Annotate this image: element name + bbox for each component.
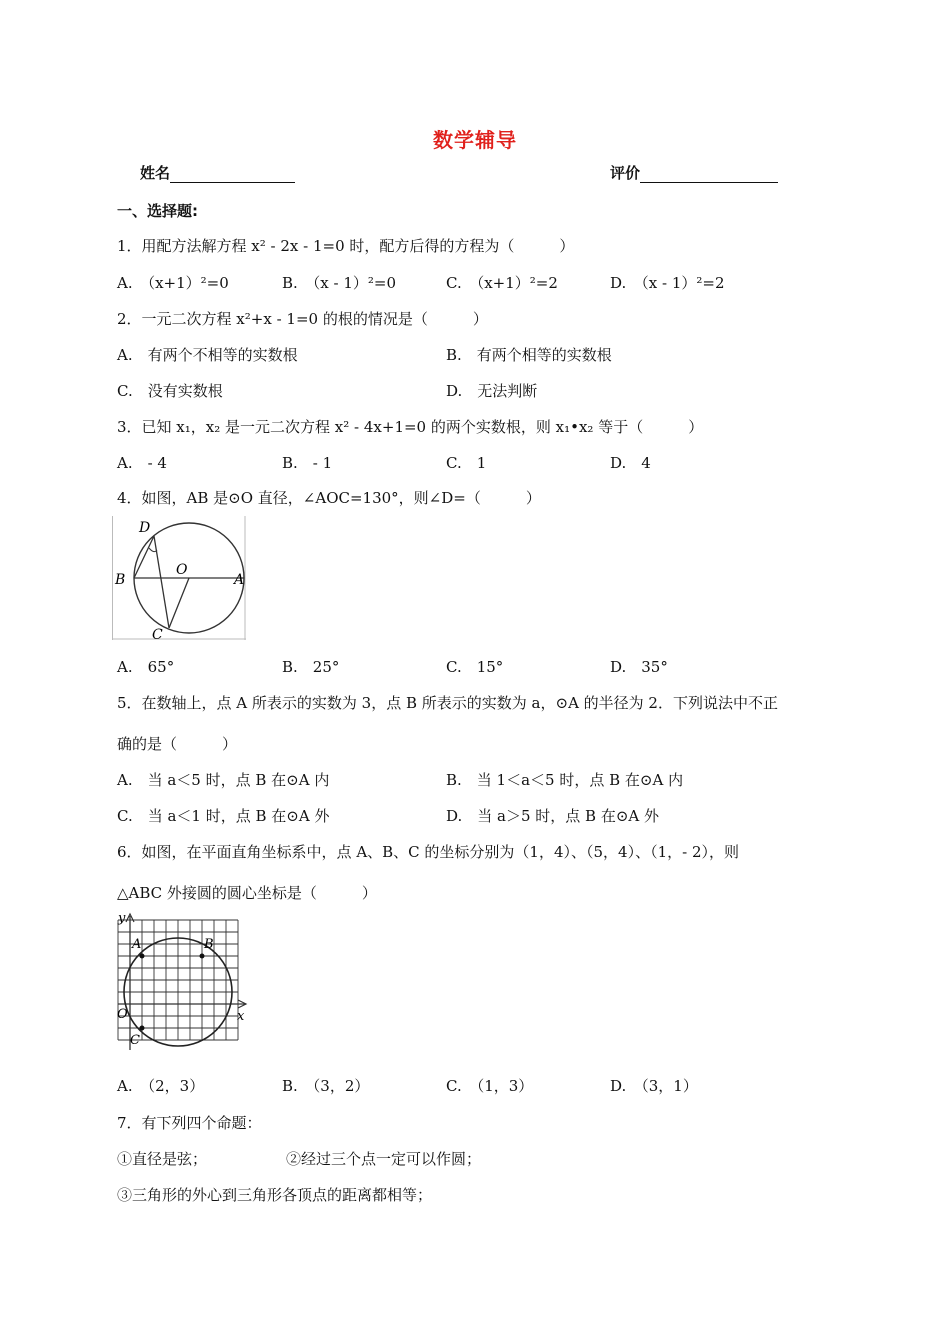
chord-db [134, 536, 154, 578]
point-a [140, 954, 145, 959]
question-6-stem: 6．如图，在平面直角坐标系中，点 A、B、C 的坐标分别为（1，4）、（5，4）、（1，- 2），则 [117, 843, 740, 861]
label-y: y [118, 911, 126, 926]
q1-option-b[interactable]: B. （x - 1）²=0 [282, 274, 397, 292]
q4-option-c[interactable]: C. 15° [446, 658, 504, 676]
q6-option-b[interactable]: B. （3，2） [282, 1077, 370, 1095]
q5-option-d[interactable]: D. 当 a＞5 时，点 B 在⊙A 外 [446, 807, 660, 825]
point-b [200, 954, 205, 959]
q6-option-d[interactable]: D. （3，1） [610, 1077, 698, 1095]
q4-option-b[interactable]: B. 25° [282, 658, 340, 676]
q1-option-a[interactable]: A. （x+1）²=0 [117, 274, 229, 292]
q5-option-c[interactable]: C. 当 a＜1 时，点 B 在⊙A 外 [117, 807, 330, 825]
proposition-3: ③三角形的外心到三角形各顶点的距离都相等； [117, 1186, 433, 1204]
question-5-stem-cont: 确的是（ ） [117, 735, 238, 753]
question-2-stem: 2．一元二次方程 x²+x - 1=0 的根的情况是（ ） [117, 310, 488, 328]
rating-blank[interactable] [640, 166, 778, 183]
label-o: O [176, 562, 188, 578]
q2-option-c[interactable]: C. 没有实数根 [117, 382, 223, 400]
name-field[interactable] [140, 162, 295, 183]
coordinate-grid-figure [112, 910, 252, 1054]
q2-option-a[interactable]: A. 有两个不相等的实数根 [117, 346, 298, 364]
q1-option-d[interactable]: D. （x - 1）²=2 [610, 274, 725, 292]
q1-option-c[interactable]: C. （x+1）²=2 [446, 274, 558, 292]
question-5-stem: 5．在数轴上，点 A 所表示的实数为 3，点 B 所表示的实数为 a，⊙A 的半径为 2．下列说法中不正 [117, 694, 778, 712]
label-b: B [204, 937, 214, 952]
question-3-stem: 3．已知 x₁，x₂ 是一元二次方程 x² - 4x+1=0 的两个实数根，则 x₁•x₂ 等于（ ） [117, 418, 704, 436]
chord-dc [154, 536, 169, 628]
q6-option-c[interactable]: C. （1，3） [446, 1077, 534, 1095]
proposition-1: ①直径是弦； [117, 1150, 208, 1168]
circle-figure [112, 516, 246, 640]
label-d: D [139, 520, 151, 536]
question-6-stem-cont: △ABC 外接圆的圆心坐标是（ ） [117, 884, 377, 902]
question-7-stem: 7．有下列四个命题： [117, 1114, 262, 1132]
label-o: O [117, 1007, 128, 1022]
q3-option-b[interactable]: B. - 1 [282, 454, 333, 472]
q2-option-b[interactable]: B. 有两个相等的实数根 [446, 346, 612, 364]
rating-field[interactable] [610, 162, 778, 183]
label-a: A [132, 937, 142, 952]
radius-oc [169, 578, 189, 628]
question-4-stem: 4．如图，AB 是⊙O 直径，∠AOC=130°，则∠D=（ ） [117, 489, 541, 507]
q5-option-a[interactable]: A. 当 a＜5 时，点 B 在⊙A 内 [117, 771, 330, 789]
page-title: 数学辅导 [433, 128, 517, 152]
question-1-stem: 1．用配方法解方程 x² - 2x - 1=0 时，配方后得的方程为（ ） [117, 237, 575, 255]
q4-option-d[interactable]: D. 35° [610, 658, 668, 676]
q6-option-a[interactable]: A. （2，3） [117, 1077, 205, 1095]
label-x: x [237, 1009, 245, 1024]
rating-label: 评价 [610, 164, 641, 182]
name-label: 姓名 [140, 164, 171, 182]
section-heading: 一、选择题: [117, 202, 198, 220]
q3-option-c[interactable]: C. 1 [446, 454, 487, 472]
q3-option-a[interactable]: A. - 4 [117, 454, 167, 472]
name-blank[interactable] [170, 166, 295, 183]
label-c: C [130, 1033, 140, 1048]
proposition-2: ②经过三个点一定可以作圆； [286, 1150, 482, 1168]
label-b: B [115, 572, 126, 588]
q3-option-d[interactable]: D. 4 [610, 454, 651, 472]
label-c: C [152, 627, 163, 640]
label-a: A [234, 572, 245, 588]
q4-option-a[interactable]: A. 65° [117, 658, 175, 676]
point-c [140, 1026, 145, 1031]
q2-option-d[interactable]: D. 无法判断 [446, 382, 538, 400]
q5-option-b[interactable]: B. 当 1＜a＜5 时，点 B 在⊙A 内 [446, 771, 684, 789]
